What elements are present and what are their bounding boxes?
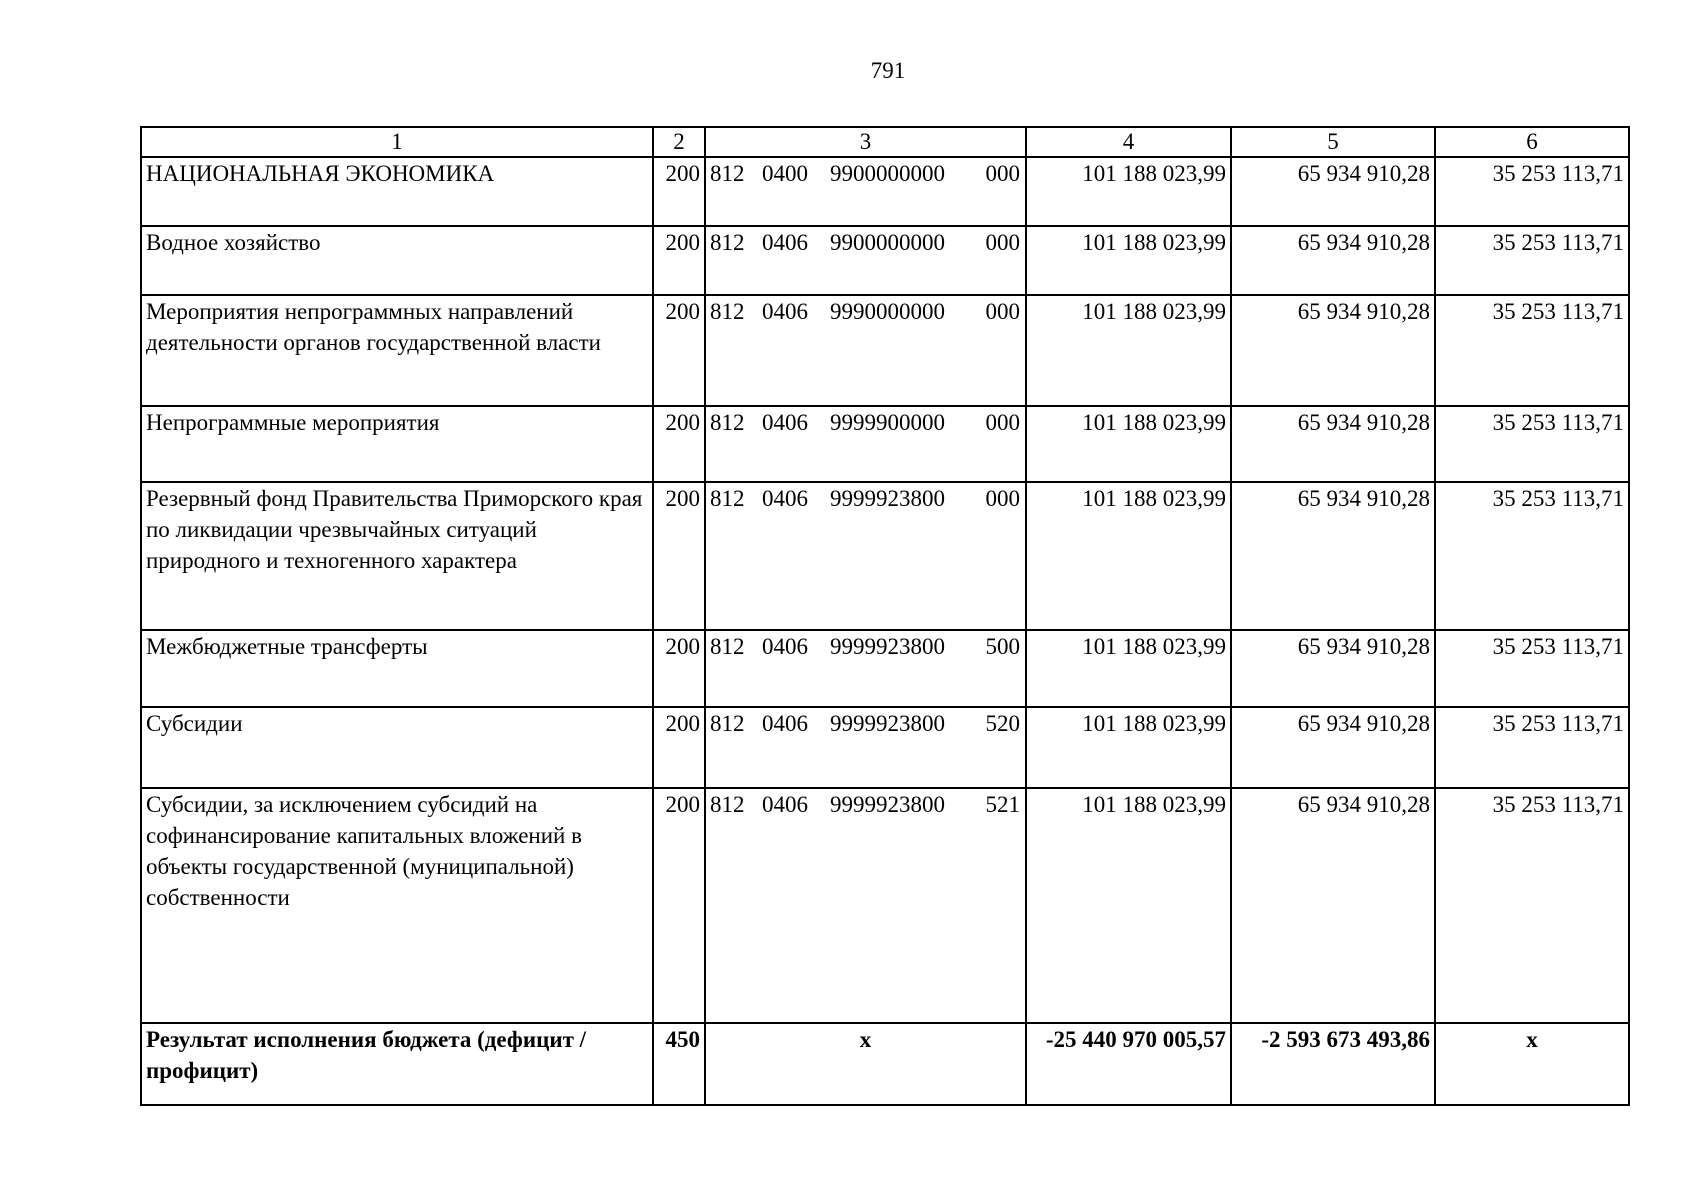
row-name: Мероприятия непрограммных направлений деятельности органов государственной власти	[141, 295, 653, 406]
executed-amount: 65 934 910,28	[1231, 226, 1435, 295]
total-executed-amount: -2 593 673 493,86	[1231, 1023, 1435, 1105]
column-header: 3	[705, 127, 1026, 157]
table-row	[141, 482, 1629, 630]
line-code: 200	[653, 157, 705, 226]
column-header: 4	[1026, 127, 1231, 157]
line-code: 200	[653, 482, 705, 630]
target-code: 9999923800	[830, 792, 945, 817]
row-name: НАЦИОНАЛЬНАЯ ЭКОНОМИКА	[141, 157, 653, 226]
approved-amount: 101 188 023,99	[1026, 630, 1231, 707]
expense-type-code: 000	[985, 161, 1020, 186]
approved-amount: 101 188 023,99	[1026, 788, 1231, 1023]
executed-amount: 65 934 910,28	[1231, 157, 1435, 226]
approved-amount: 101 188 023,99	[1026, 226, 1231, 295]
executed-amount: 65 934 910,28	[1231, 406, 1435, 482]
section-code: 0406	[762, 486, 808, 511]
table-row	[141, 295, 1629, 406]
table-row	[141, 630, 1629, 707]
row-name: Субсидии	[141, 707, 653, 788]
executed-amount: 65 934 910,28	[1231, 482, 1435, 630]
row-name: Межбюджетные трансферты	[141, 630, 653, 707]
expense-type-code: 000	[985, 410, 1020, 435]
table-row	[141, 226, 1629, 295]
total-row	[141, 1023, 1629, 1105]
executed-amount: 65 934 910,28	[1231, 707, 1435, 788]
total-approved-amount: -25 440 970 005,57	[1026, 1023, 1231, 1105]
column-header: 2	[653, 127, 705, 157]
row-name: Водное хозяйство	[141, 226, 653, 295]
ved-code: 812	[710, 486, 745, 511]
line-code: 200	[653, 630, 705, 707]
target-code: 9999900000	[830, 410, 945, 435]
section-code: 0406	[762, 230, 808, 255]
section-code: 0406	[762, 634, 808, 659]
target-code: 9999923800	[830, 711, 945, 736]
budget-classification-code	[705, 226, 1026, 295]
approved-amount: 101 188 023,99	[1026, 406, 1231, 482]
section-code: 0400	[762, 161, 808, 186]
line-code: 200	[653, 707, 705, 788]
ved-code: 812	[710, 410, 745, 435]
column-number-row	[141, 127, 1629, 157]
approved-amount: 101 188 023,99	[1026, 157, 1231, 226]
target-code: 9999923800	[830, 486, 945, 511]
total-row-name: Результат исполнения бюджета (дефицит / профицит)	[141, 1023, 653, 1105]
ved-code: 812	[710, 792, 745, 817]
page-number: 791	[870, 58, 906, 83]
budget-classification-code	[705, 295, 1026, 406]
ved-code: 812	[710, 711, 745, 736]
total-line-code: 450	[653, 1023, 705, 1105]
expense-type-code: 000	[985, 486, 1020, 511]
ved-code: 812	[710, 230, 745, 255]
budget-classification-code	[705, 406, 1026, 482]
approved-amount: 101 188 023,99	[1026, 707, 1231, 788]
line-code: 200	[653, 226, 705, 295]
unexecuted-amount: 35 253 113,71	[1435, 707, 1629, 788]
executed-amount: 65 934 910,28	[1231, 295, 1435, 406]
target-code: 9999923800	[830, 634, 945, 659]
expense-type-code: 521	[985, 792, 1020, 817]
budget-classification-code	[705, 788, 1026, 1023]
total-budget-code: x	[705, 1023, 1026, 1105]
table-row	[141, 157, 1629, 226]
row-name: Субсидии, за исключением субсидий на софинансирование капитальных вложений в объекты государственной (муниципальной) собственности	[141, 788, 653, 1023]
budget-classification-code	[705, 630, 1026, 707]
unexecuted-amount: 35 253 113,71	[1435, 482, 1629, 630]
expense-type-code: 500	[985, 634, 1020, 659]
ved-code: 812	[710, 634, 745, 659]
budget-table	[140, 126, 1630, 1106]
target-code: 9900000000	[830, 161, 945, 186]
section-code: 0406	[762, 299, 808, 324]
unexecuted-amount: 35 253 113,71	[1435, 630, 1629, 707]
unexecuted-amount: 35 253 113,71	[1435, 157, 1629, 226]
ved-code: 812	[710, 299, 745, 324]
unexecuted-amount: 35 253 113,71	[1435, 295, 1629, 406]
unexecuted-amount: 35 253 113,71	[1435, 406, 1629, 482]
line-code: 200	[653, 406, 705, 482]
ved-code: 812	[710, 161, 745, 186]
target-code: 9900000000	[830, 230, 945, 255]
total-unexecuted-amount: x	[1435, 1023, 1629, 1105]
column-header: 5	[1231, 127, 1435, 157]
column-header: 6	[1435, 127, 1629, 157]
section-code: 0406	[762, 410, 808, 435]
executed-amount: 65 934 910,28	[1231, 630, 1435, 707]
table-row	[141, 707, 1629, 788]
target-code: 9990000000	[830, 299, 945, 324]
expense-type-code: 000	[985, 299, 1020, 324]
row-name: Непрограммные мероприятия	[141, 406, 653, 482]
budget-classification-code	[705, 157, 1026, 226]
line-code: 200	[653, 788, 705, 1023]
expense-type-code: 520	[985, 711, 1020, 736]
section-code: 0406	[762, 711, 808, 736]
section-code: 0406	[762, 792, 808, 817]
budget-classification-code	[705, 482, 1026, 630]
row-name: Резервный фонд Правительства Приморского края по ликвидации чрезвычайных ситуаций природного и техногенного характера	[141, 482, 653, 630]
approved-amount: 101 188 023,99	[1026, 295, 1231, 406]
column-header: 1	[141, 127, 653, 157]
executed-amount: 65 934 910,28	[1231, 788, 1435, 1023]
line-code: 200	[653, 295, 705, 406]
unexecuted-amount: 35 253 113,71	[1435, 226, 1629, 295]
table-row	[141, 406, 1629, 482]
budget-classification-code	[705, 707, 1026, 788]
unexecuted-amount: 35 253 113,71	[1435, 788, 1629, 1023]
approved-amount: 101 188 023,99	[1026, 482, 1231, 630]
table-row	[141, 788, 1629, 1023]
expense-type-code: 000	[985, 230, 1020, 255]
